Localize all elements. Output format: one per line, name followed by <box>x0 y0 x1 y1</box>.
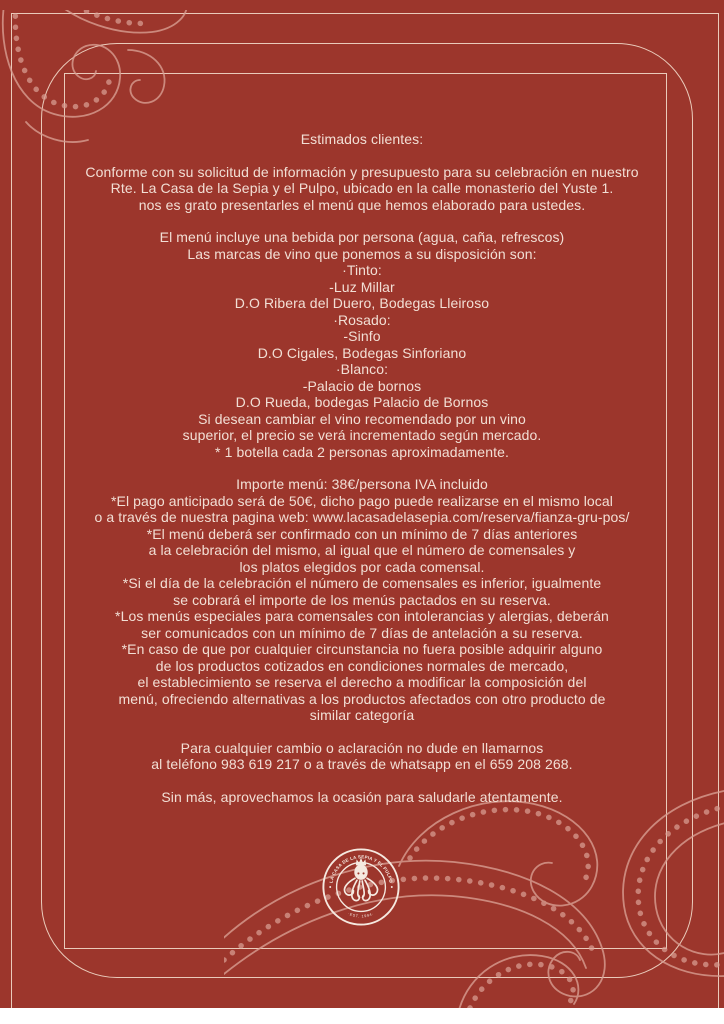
logo-side-dot-right <box>391 886 393 888</box>
text-line: Las marcas de vino que ponemos a su disposición son: <box>187 245 537 262</box>
text-line: -Luz Millar <box>329 278 395 295</box>
text-line: Conforme con su solicitud de información y presupuesto para su celebración en nuestro <box>85 163 639 180</box>
paragraph <box>62 164 662 214</box>
paragraph <box>62 131 662 148</box>
text-line: El menú incluye una bebida por persona (agua, caña, refrescos) <box>159 229 565 245</box>
text-line: Rte. La Casa de la Sepia y el Pulpo, ubicado en la calle monasterio del Yuste 1. <box>110 180 614 196</box>
text-line: D.O Cigales, Bodegas Sinforiano <box>257 344 467 361</box>
paragraph <box>62 789 662 806</box>
text-line: *Si el día de la celebración el número de comensales es inferior, igualmente <box>122 575 602 591</box>
text-line: ser comunicados con un mínimo de 7 días de antelación a su reserva. <box>141 624 583 641</box>
restaurant-logo <box>321 847 401 927</box>
text-line: menú, ofreciendo alternativas a los productos afectados con otro producto de <box>118 690 606 707</box>
text-line: ·Blanco: <box>335 361 389 377</box>
text-line: D.O Rueda, bodegas Palacio de Bornos <box>235 394 489 410</box>
text-line: superior, el precio se verá incrementado según mercado. <box>182 427 542 443</box>
text-line: *En caso de que por cualquier circunstancia no fuera posible adquirir alguno <box>121 641 603 657</box>
letter-body <box>62 131 662 805</box>
text-line: a la celebración del mismo, al igual que el número de comensales y <box>148 542 576 558</box>
text-line: similar categoría <box>309 707 415 723</box>
text-line: *El pago anticipado será de 50€, dicho pago puede realizarse en el mismo local <box>110 492 613 509</box>
text-line: ·Tinto: <box>342 262 382 278</box>
logo-ring-text: LA CASA DE LA SEPIA Y EL PULPO <box>328 854 394 884</box>
text-line: los platos elegidos por cada comensal. <box>239 558 485 575</box>
text-line: nos es grato presentarles el menú que hemos elaborado para ustedes. <box>138 196 586 213</box>
text-line: *El menú deberá ser confirmado con un mínimo de 7 días anteriores <box>146 525 578 542</box>
text-line: -Palacio de bornos <box>302 377 422 394</box>
text-line: ·Rosado: <box>333 311 391 328</box>
crowned-octopus-icon <box>344 858 377 901</box>
paragraph <box>62 740 662 773</box>
text-line: se cobrará el importe de los menús pactados en su reserva. <box>173 591 551 608</box>
text-line: * 1 botella cada 2 personas aproximadamente. <box>215 443 509 460</box>
text-line: el establecimiento se reserva el derecho a modificar la composición del <box>137 674 587 690</box>
text-line: Estimados clientes: <box>300 131 424 147</box>
text-line: de los productos cotizados en condiciones normales de mercado, <box>155 657 569 674</box>
text-line: Si desean cambiar el vino recomendado por un vino <box>198 410 526 427</box>
page-bottom-margin <box>0 1008 724 1024</box>
logo-side-dot-left <box>329 886 331 888</box>
paragraph <box>62 476 662 724</box>
text-line: *Los menús especiales para comensales con intolerancias y alergias, deberán <box>115 608 609 624</box>
octopus-tentacles-bottom-right-icon <box>224 782 724 1008</box>
text-line: -Sinfo <box>343 328 381 344</box>
text-line: Importe menú: 38€/persona IVA incluido <box>236 476 488 492</box>
paragraph <box>62 229 662 460</box>
logo-est-text: ·EST. 1994· <box>347 911 375 919</box>
text-line: Para cualquier cambio o aclaración no dude en llamarnos <box>180 739 544 756</box>
text-line: o a través de nuestra pagina web: www.lacasadelasepia.com/reserva/fianza-gru-pos/ <box>94 509 630 525</box>
text-line: al teléfono 983 619 217 o a través de whatsapp en el 659 208 268. <box>151 756 573 772</box>
text-line: D.O Ribera del Duero, Bodegas Lleiroso <box>234 295 490 311</box>
text-line: Sin más, aprovechamos la ocasión para saludarle atentamente. <box>161 788 563 805</box>
